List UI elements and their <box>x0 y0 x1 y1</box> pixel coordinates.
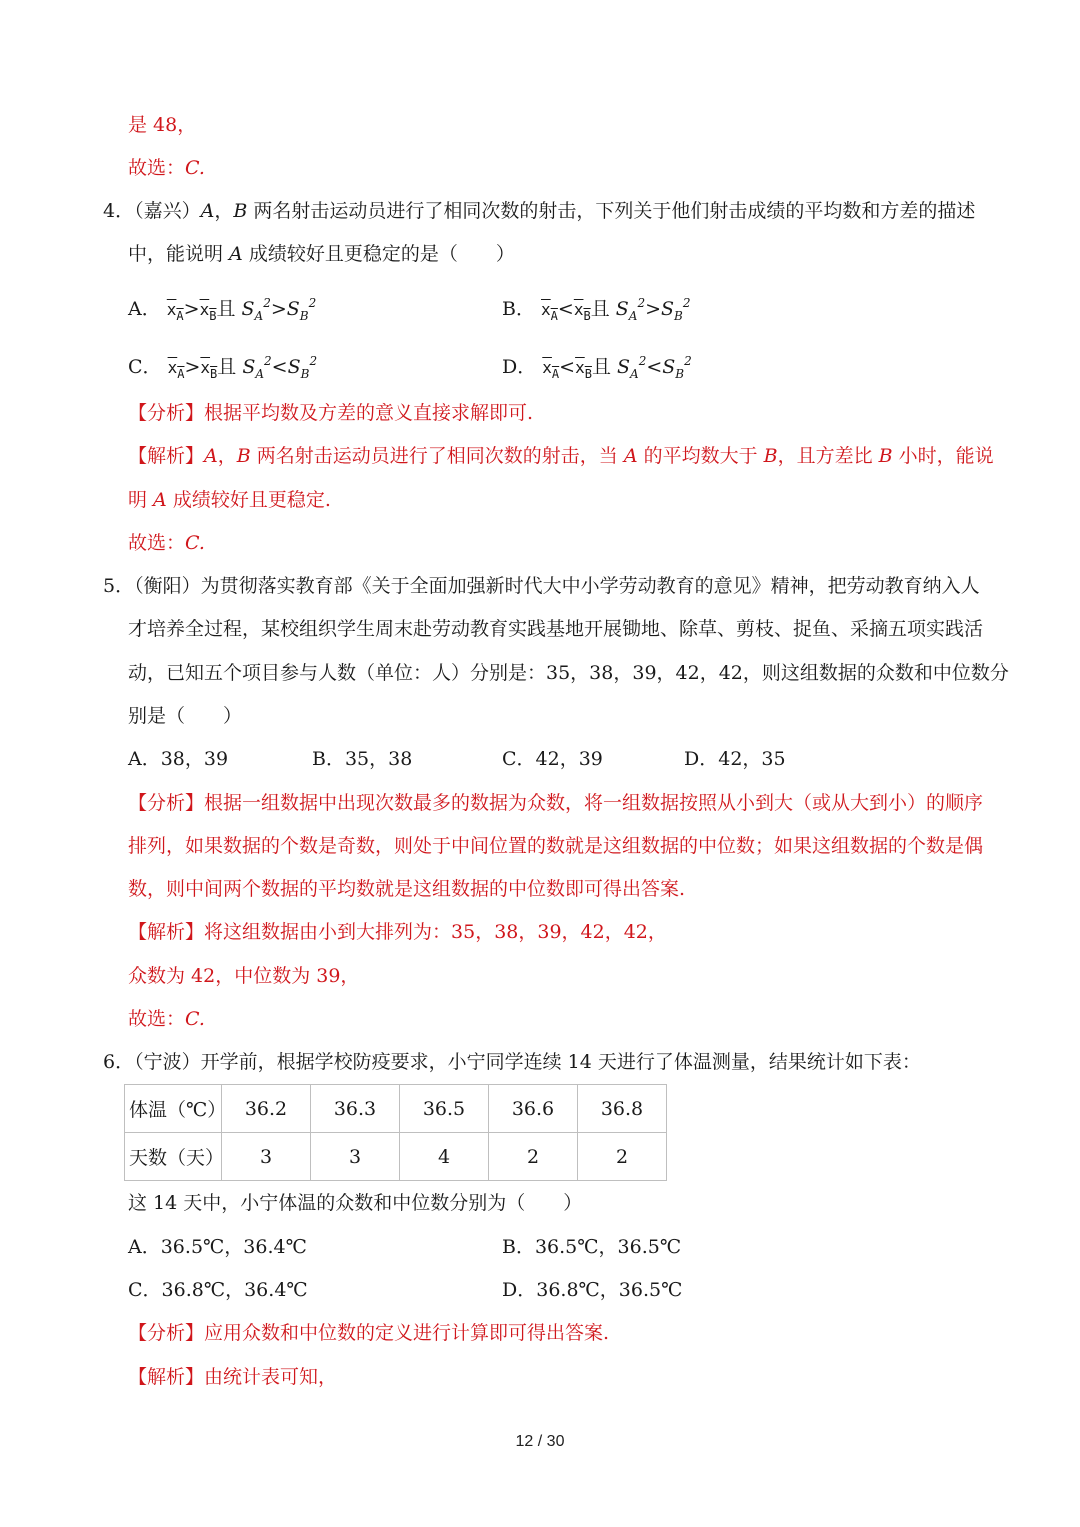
page-number: 12 / 30 <box>515 1433 565 1450</box>
q6-option-d: D．36.8℃，36.5℃ <box>502 1279 683 1301</box>
analysis-tag: 【分析】 <box>128 402 205 424</box>
table-cell: 4 <box>400 1133 489 1181</box>
q5-choice: 故选：C. <box>128 1008 205 1030</box>
q5-option-d: D．42，35 <box>684 748 786 770</box>
solution-text: 由统计表可知， <box>204 1366 338 1388</box>
mean-xa: $x_A$ <box>542 358 560 381</box>
and-word: 且 <box>591 356 617 378</box>
q6-option-a: A．36.5℃，36.4℃ <box>128 1236 307 1258</box>
relation: > <box>184 356 201 378</box>
mean-xb: $x_B$ <box>575 358 592 381</box>
q4-option-b <box>502 289 691 330</box>
athlete-a: A <box>200 200 215 222</box>
table-row <box>125 1133 667 1181</box>
mean-xb: $x_B$ <box>200 358 218 381</box>
mean-xa: $x_A$ <box>167 358 185 381</box>
relation: < <box>646 356 663 378</box>
relation: > <box>645 298 661 320</box>
q4-stem-text: 两名射击运动员进行了相同次数的射击，下列关于他们射击成绩的平均数和方差的描述 <box>247 200 976 222</box>
variance-a: $S_A^2$ <box>242 354 272 381</box>
table-cell: 3 <box>311 1133 400 1181</box>
q6-option-b: B．36.5℃，36.5℃ <box>502 1236 682 1258</box>
choice-prefix: 故选： <box>128 157 186 179</box>
relation: < <box>559 356 576 378</box>
analysis-tag: 【分析】 <box>128 1322 205 1344</box>
q5-option-c: C．42，39 <box>502 748 603 770</box>
q4-choice: 故选：C. <box>128 532 205 554</box>
solution-tag: 【解析】 <box>128 445 205 467</box>
q4-stem-text2a: 中，能说明 <box>128 243 230 265</box>
and-word: 且 <box>216 298 242 320</box>
table-row <box>125 1085 667 1133</box>
q4-solution-line2: 明 A 成绩较好且更稳定. <box>128 489 331 511</box>
q4-solution-line1: 【解析】A，B 两名射击运动员进行了相同次数的射击，当 A 的平均数大于 B，且方差比 B 小时，能说 <box>128 445 994 467</box>
variance-a: $S_A^2$ <box>617 354 647 381</box>
variance-a: $S_A^2$ <box>241 296 271 323</box>
q4-option-d <box>502 347 692 388</box>
q4-stem-line2 <box>128 240 515 268</box>
q5-stem-line1: 5．（衡阳）为贯彻落实教育部《关于全面加强新时代大中小学劳动教育的意见》精神，把劳动教育纳入人 <box>103 575 980 597</box>
q6-solution <box>128 1363 337 1391</box>
analysis-text: 根据平均数及方差的意义直接求解即可. <box>204 402 534 424</box>
q6-question: 这 14 天中，小宁体温的众数和中位数分别为（ ） <box>128 1192 583 1214</box>
q4-option-a <box>128 289 316 330</box>
option-label: B． <box>502 298 535 320</box>
separator: ， <box>214 200 234 222</box>
q4-analysis <box>128 399 533 427</box>
q5-option-b: B．35，38 <box>312 748 413 770</box>
variance-b: $S_B^2$ <box>286 296 317 323</box>
prev-solution-line: 是 48， <box>128 114 197 136</box>
option-label: C． <box>128 356 162 378</box>
mean-xa: $x_A$ <box>166 300 184 323</box>
q4-stem-line1 <box>103 197 975 225</box>
mean-xb: $x_B$ <box>573 300 591 323</box>
temperature-table <box>124 1084 667 1181</box>
q6-stem: 6．（宁波）开学前，根据学校防疫要求，小宁同学连续 14 天进行了体温测量，结果统计如下表： <box>103 1051 921 1073</box>
mean-xa: $x_A$ <box>541 300 558 323</box>
table-header-days: 天数（天） <box>125 1133 222 1181</box>
table-cell: 36.2 <box>222 1085 311 1133</box>
relation: < <box>271 356 288 378</box>
q5-stem-line4: 别是（ ） <box>128 705 243 727</box>
table-cell: 3 <box>222 1133 311 1181</box>
table-header-temp: 体温（℃） <box>125 1085 222 1133</box>
solution-tag: 【解析】 <box>128 1366 205 1388</box>
q5-analysis-line2: 排列，如果数据的个数是奇数，则处于中间位置的数就是这组数据的中位数；如果这组数据的个数是偶 <box>128 835 984 857</box>
and-word: 且 <box>217 356 243 378</box>
analysis-text: 应用众数和中位数的定义进行计算即可得出答案. <box>204 1322 610 1344</box>
q6-analysis <box>128 1319 609 1347</box>
relation: > <box>183 298 200 320</box>
q5-stem-line3: 动，已知五个项目参与人数（单位：人）分别是：35，38，39，42，42，则这组数据的众数和中位数分 <box>128 662 1009 684</box>
analysis-text: 根据一组数据中出现次数最多的数据为众数，将一组数据按照从小到大（或从大到小）的顺序 <box>204 792 984 814</box>
athlete-b: B <box>233 200 248 222</box>
table-cell: 36.8 <box>578 1085 667 1133</box>
relation: < <box>557 298 574 320</box>
q5-analysis-line3: 数，则中间两个数据的平均数就是这组数据的中位数即可得出答案. <box>128 878 686 900</box>
q5-option-a: A．38，39 <box>128 748 229 770</box>
athlete-a: A <box>229 243 243 265</box>
option-label: D． <box>502 356 537 378</box>
variance-b: $S_B^2$ <box>287 354 318 381</box>
q4-number-source: 4．（嘉兴） <box>103 200 201 222</box>
table-cell: 36.5 <box>400 1085 489 1133</box>
and-word: 且 <box>590 298 616 320</box>
variance-b: $S_B^2$ <box>662 354 692 381</box>
prev-choice-line <box>128 154 205 182</box>
variance-a: $S_A^2$ <box>615 296 646 323</box>
variance-b: $S_B^2$ <box>661 296 691 323</box>
mean-xb: $x_B$ <box>199 300 217 323</box>
analysis-tag: 【分析】 <box>128 792 205 814</box>
table-cell: 2 <box>489 1133 578 1181</box>
q5-analysis-line1 <box>128 789 983 817</box>
q6-option-c: C．36.8℃，36.4℃ <box>128 1279 308 1301</box>
relation: > <box>270 298 287 320</box>
solution-text: 将这组数据由小到大排列为：35，38，39，42，42， <box>204 921 667 943</box>
q4-stem-text2b: 成绩较好且更稳定的是（ ） <box>242 243 515 265</box>
table-cell: 2 <box>578 1133 667 1181</box>
q5-solution-line1 <box>128 918 667 946</box>
q4-option-c <box>128 347 317 388</box>
solution-tag: 【解析】 <box>128 921 205 943</box>
q5-solution-line2: 众数为 42，中位数为 39， <box>128 965 360 987</box>
q5-stem-line2: 才培养全过程，某校组织学生周末赴劳动教育实践基地开展锄地、除草、剪枝、捉鱼、采摘五项实践活 <box>128 618 984 640</box>
choice-answer: C. <box>185 157 205 179</box>
table-cell: 36.6 <box>489 1085 578 1133</box>
option-label: A． <box>128 298 161 320</box>
table-cell: 36.3 <box>311 1085 400 1133</box>
